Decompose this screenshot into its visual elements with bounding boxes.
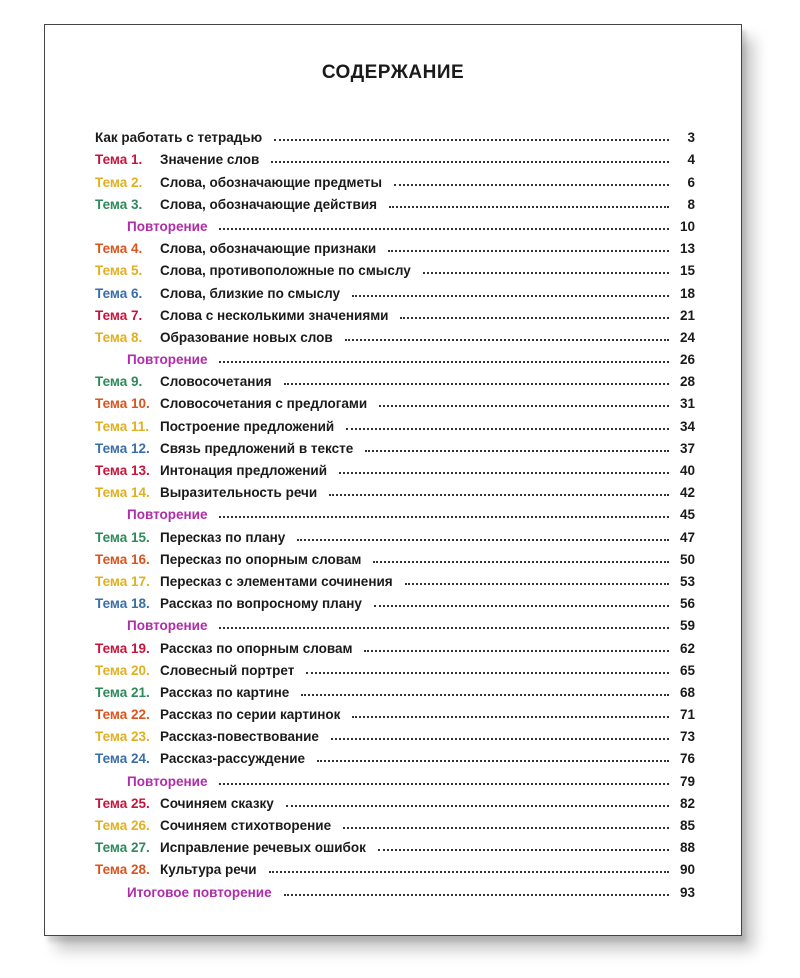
- topic-number: Тема 18.: [95, 596, 150, 612]
- toc-topic-row: [95, 234, 695, 256]
- page-number: 18: [679, 285, 695, 301]
- page-number: 62: [679, 640, 695, 656]
- dot-leader: [301, 693, 669, 696]
- toc-topic-row: [95, 700, 695, 722]
- toc-topic-row: [95, 411, 695, 433]
- toc-topic-row: [95, 434, 695, 456]
- page-number: 13: [679, 241, 695, 257]
- topic-number: Тема 20.: [95, 662, 150, 678]
- dot-leader: [346, 427, 669, 430]
- toc-topic-row: [95, 367, 695, 389]
- dot-leader: [400, 316, 669, 319]
- page-number: 42: [679, 485, 695, 501]
- dot-leader: [306, 671, 669, 674]
- page-number: 34: [679, 418, 695, 434]
- toc-intro-row: [95, 123, 695, 145]
- topic-number: Тема 2.: [95, 174, 143, 190]
- toc-topic-row: [95, 833, 695, 855]
- topic-number: Тема 16.: [95, 551, 150, 567]
- page-number: 45: [679, 507, 695, 523]
- topic-number: Тема 26.: [95, 818, 150, 833]
- topic-number: Тема 19.: [95, 640, 150, 656]
- dot-leader: [352, 715, 669, 718]
- review-label: Повторение: [127, 618, 208, 634]
- page-title: СОДЕРЖАНИЕ: [321, 62, 465, 83]
- topic-number: Тема 13.: [95, 463, 150, 478]
- dot-leader: [365, 449, 669, 452]
- page-number: 10: [679, 218, 695, 234]
- toc-entry-label: Связь предложений в тексте: [160, 440, 354, 456]
- toc-entry-label: Рассказ по вопросному плану: [160, 596, 362, 612]
- page-number: 4: [687, 152, 695, 168]
- topic-number: Тема 12.: [95, 440, 150, 456]
- toc-entry-label: Исправление речевых ошибок: [160, 840, 366, 856]
- topic-number: Тема 6.: [95, 285, 143, 301]
- topic-number: Тема 28.: [95, 862, 150, 878]
- page-number: 3: [687, 130, 695, 146]
- dot-leader: [379, 404, 669, 407]
- toc-topic-row: [95, 389, 695, 411]
- toc-entry-label: Интонация предложений: [160, 463, 328, 478]
- page-number: 85: [679, 818, 695, 833]
- toc-entry-label: Рассказ-рассуждение: [160, 751, 306, 767]
- dot-leader: [219, 626, 669, 629]
- topic-number: Тема 11.: [95, 418, 149, 434]
- page-number: 76: [679, 751, 695, 767]
- topic-number: Тема 4.: [95, 241, 143, 257]
- page-number: 71: [679, 707, 695, 723]
- review-label: Повторение: [127, 773, 208, 789]
- toc-entry-label: Рассказ по опорным словам: [160, 640, 353, 656]
- dot-leader: [286, 804, 669, 807]
- page-number: 21: [679, 307, 695, 323]
- dot-leader: [219, 360, 669, 363]
- toc-topic-row: [95, 789, 695, 811]
- toc-entry-label: Образование новых слов: [160, 329, 333, 345]
- dot-leader: [329, 493, 669, 496]
- dot-leader: [364, 649, 669, 652]
- page-number: 40: [679, 463, 695, 478]
- topic-number: Тема 23.: [95, 729, 150, 745]
- topic-number: Тема 3.: [95, 196, 143, 212]
- topic-number: Тема 24.: [95, 751, 150, 767]
- toc-topic-row: [95, 722, 695, 744]
- page-number: 15: [679, 263, 695, 279]
- toc-entry-label: Слова, обозначающие признаки: [160, 241, 377, 257]
- topic-number: Тема 5.: [95, 263, 143, 279]
- dot-leader: [394, 183, 669, 186]
- page-number: 82: [679, 795, 695, 811]
- toc-entry-label: Выразительность речи: [160, 485, 318, 501]
- page-number: 8: [687, 196, 695, 212]
- toc-entry-label: Словосочетания с предлогами: [160, 396, 368, 412]
- dot-leader: [378, 848, 669, 851]
- toc-review-row: [111, 611, 695, 633]
- dot-leader: [343, 826, 669, 829]
- page-number: 56: [679, 596, 695, 612]
- toc-entry-label: Слова, противоположные по смыслу: [160, 263, 411, 279]
- toc-entry-label: Рассказ по картине: [160, 684, 290, 700]
- dot-leader: [331, 737, 669, 740]
- page-number: 28: [679, 374, 695, 390]
- toc-entry-label: Рассказ-повествование: [160, 729, 319, 745]
- toc-entry-label: Сочиняем стихотворение: [160, 818, 332, 833]
- dot-leader: [388, 249, 669, 252]
- topic-number: Тема 10.: [95, 396, 150, 412]
- toc-topic-row: [95, 811, 695, 833]
- topic-number: Тема 7.: [95, 307, 143, 323]
- toc-entry-label: Слова, обозначающие предметы: [160, 174, 382, 190]
- toc-review-row: [111, 766, 695, 788]
- page-number: 90: [679, 862, 695, 878]
- page-number: 53: [679, 573, 695, 589]
- dot-leader: [405, 582, 669, 585]
- dot-leader: [423, 271, 669, 274]
- review-label: Повторение: [127, 352, 208, 368]
- toc-entry-label: Слова, обозначающие действия: [160, 196, 378, 212]
- dot-leader: [374, 604, 669, 607]
- toc-topic-row: [95, 278, 695, 300]
- page-number: 79: [679, 773, 695, 789]
- document-page: [44, 24, 742, 936]
- toc-topic-row: [95, 522, 695, 544]
- dot-leader: [274, 138, 669, 141]
- toc-entry-label: Культура речи: [160, 862, 257, 878]
- review-label: Повторение: [127, 218, 208, 234]
- toc-review-row: [111, 877, 695, 899]
- toc-review-row: [111, 500, 695, 522]
- dot-leader: [284, 893, 669, 896]
- toc-entry-label: Построение предложений: [160, 418, 335, 434]
- toc-topic-row: [95, 744, 695, 766]
- page-number: 93: [679, 884, 695, 900]
- toc-topic-row: [95, 301, 695, 323]
- toc-entry-label: Словосочетания: [160, 374, 272, 390]
- toc-topic-row: [95, 167, 695, 189]
- topic-number: Тема 17.: [95, 573, 150, 589]
- review-label: Итоговое повторение: [127, 884, 272, 900]
- topic-number: Тема 8.: [95, 329, 143, 345]
- dot-leader: [269, 870, 669, 873]
- review-label: Повторение: [127, 507, 208, 523]
- toc-topic-row: [95, 855, 695, 877]
- toc-entry-label: Слова, близкие по смыслу: [160, 285, 341, 301]
- toc-entry-label: Пересказ с элементами сочинения: [160, 573, 393, 589]
- toc-entry-label: Сочиняем сказку: [160, 795, 274, 811]
- page-number: 26: [679, 352, 695, 368]
- page-number: 73: [679, 729, 695, 745]
- toc-topic-row: [95, 256, 695, 278]
- page-number: 59: [679, 618, 695, 634]
- toc-entry-label: Слова с несколькими значениями: [160, 307, 389, 323]
- toc-topic-row: [95, 656, 695, 678]
- dot-leader: [219, 227, 669, 230]
- toc-topic-row: [95, 190, 695, 212]
- page-number: 88: [679, 840, 695, 856]
- toc-entry-label: Пересказ по плану: [160, 529, 286, 545]
- topic-number: Тема 1.: [95, 152, 143, 168]
- toc-entry-label: Словесный портрет: [160, 662, 295, 678]
- toc-topic-row: [95, 567, 695, 589]
- toc-topic-row: [95, 678, 695, 700]
- page-number: 50: [679, 551, 695, 567]
- dot-leader: [345, 338, 669, 341]
- dot-leader: [219, 515, 669, 518]
- dot-leader: [352, 294, 669, 297]
- dot-leader: [271, 160, 669, 163]
- toc-entry-label: Как работать с тетрадью: [95, 130, 263, 146]
- dot-leader: [389, 205, 669, 208]
- toc-review-row: [111, 345, 695, 367]
- toc-topic-row: [95, 145, 695, 167]
- dot-leader: [373, 560, 669, 563]
- toc-topic-row: [95, 589, 695, 611]
- toc-topic-row: [95, 478, 695, 500]
- toc-entry-label: Значение слов: [160, 152, 260, 168]
- page-number: 37: [679, 440, 695, 456]
- page-number: 47: [679, 529, 695, 545]
- toc-topic-row: [95, 456, 695, 478]
- page-number: 65: [679, 662, 695, 678]
- toc-review-row: [111, 212, 695, 234]
- topic-number: Тема 14.: [95, 485, 150, 501]
- topic-number: Тема 25.: [95, 795, 150, 811]
- dot-leader: [297, 538, 669, 541]
- topic-number: Тема 22.: [95, 707, 150, 723]
- dot-leader: [317, 759, 669, 762]
- topic-number: Тема 15.: [95, 529, 150, 545]
- dot-leader: [219, 782, 669, 785]
- dot-leader: [339, 471, 669, 474]
- toc-entry-label: Рассказ по серии картинок: [160, 707, 341, 723]
- page-number: 6: [687, 174, 695, 190]
- page-number: 24: [679, 329, 695, 345]
- toc-topic-row: [95, 545, 695, 567]
- toc-topic-row: [95, 633, 695, 655]
- topic-number: Тема 21.: [95, 684, 150, 700]
- table-of-contents: [95, 123, 695, 900]
- page-number: 68: [679, 684, 695, 700]
- toc-topic-row: [95, 323, 695, 345]
- dot-leader: [284, 382, 669, 385]
- topic-number: Тема 27.: [95, 840, 150, 856]
- toc-entry-label: Пересказ по опорным словам: [160, 551, 362, 567]
- topic-number: Тема 9.: [95, 374, 143, 390]
- page-number: 31: [679, 396, 695, 412]
